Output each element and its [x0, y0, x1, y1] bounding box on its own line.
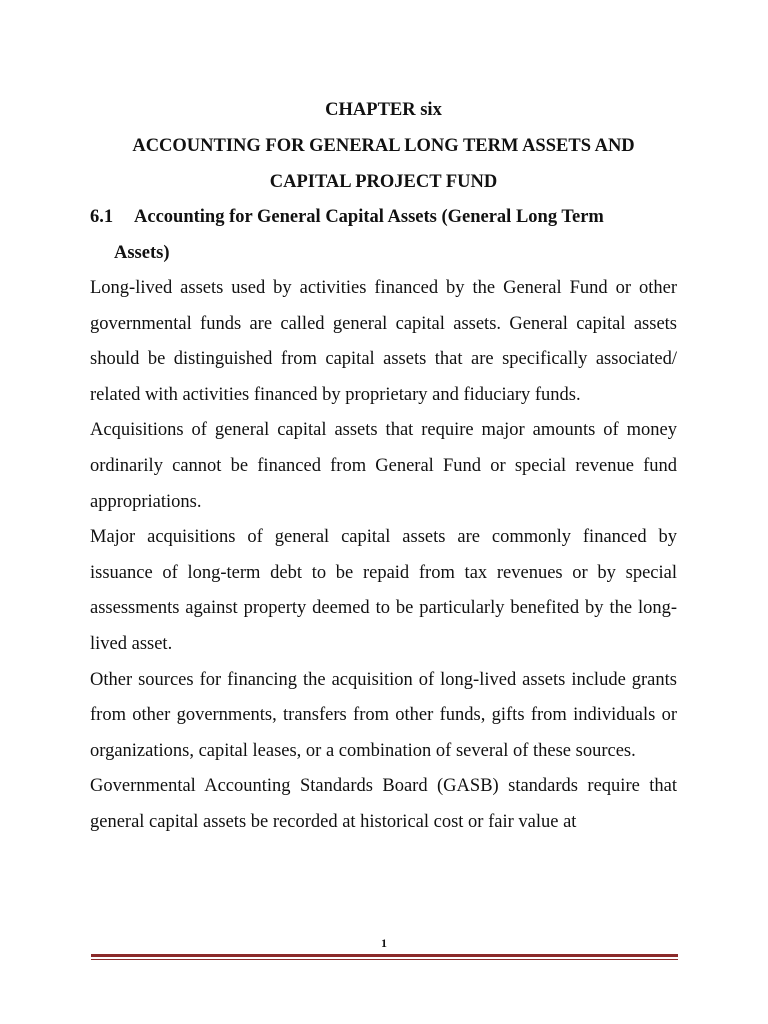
section-heading	[90, 200, 677, 271]
chapter-subtitle-line-1: ACCOUNTING FOR GENERAL LONG TERM ASSETS AND	[132, 136, 635, 156]
section-title-line-2: Assets)	[114, 242, 170, 263]
paragraph-4: Other sources for financing the acquisition of long-lived assets include grants from other governments, transfers from other funds, gifts from individuals or organizations, capital leases, or a combination of several of these sources.	[90, 669, 677, 761]
paragraph-2: Acquisitions of general capital assets that require major amounts of money ordinarily cannot be financed from General Fund or special revenue fund appropriations.	[90, 420, 677, 512]
chapter-subtitle-line-2: CAPITAL PROJECT FUND	[269, 172, 498, 192]
chapter-title: CHAPTER six	[325, 100, 442, 120]
footer-rule-thick	[91, 954, 678, 957]
paragraph-3: Major acquisitions of general capital assets are commonly financed by issuance of long-term debt to be repaid from tax revenues or by special assessments against property deemed to be particularly benefited by the long-lived asset.	[90, 527, 677, 654]
paragraph-1: Long-lived assets used by activities financed by the General Fund or other governmental funds are called general capital assets. General capital assets should be distinguished from capital assets that are specifically associated/ related with activities financed by proprietary and fiduciary funds.	[90, 278, 677, 405]
section-title-line-1: Accounting for General Capital Assets (General Long Term	[134, 207, 604, 227]
page-number: 1	[381, 936, 387, 950]
footer-rule-thin	[91, 959, 678, 960]
paragraph-5: Governmental Accounting Standards Board (GASB) standards require that general capital assets be recorded at historical cost or fair value at	[90, 776, 677, 832]
page-content	[90, 92, 677, 841]
section-number: 6.1	[90, 207, 114, 227]
